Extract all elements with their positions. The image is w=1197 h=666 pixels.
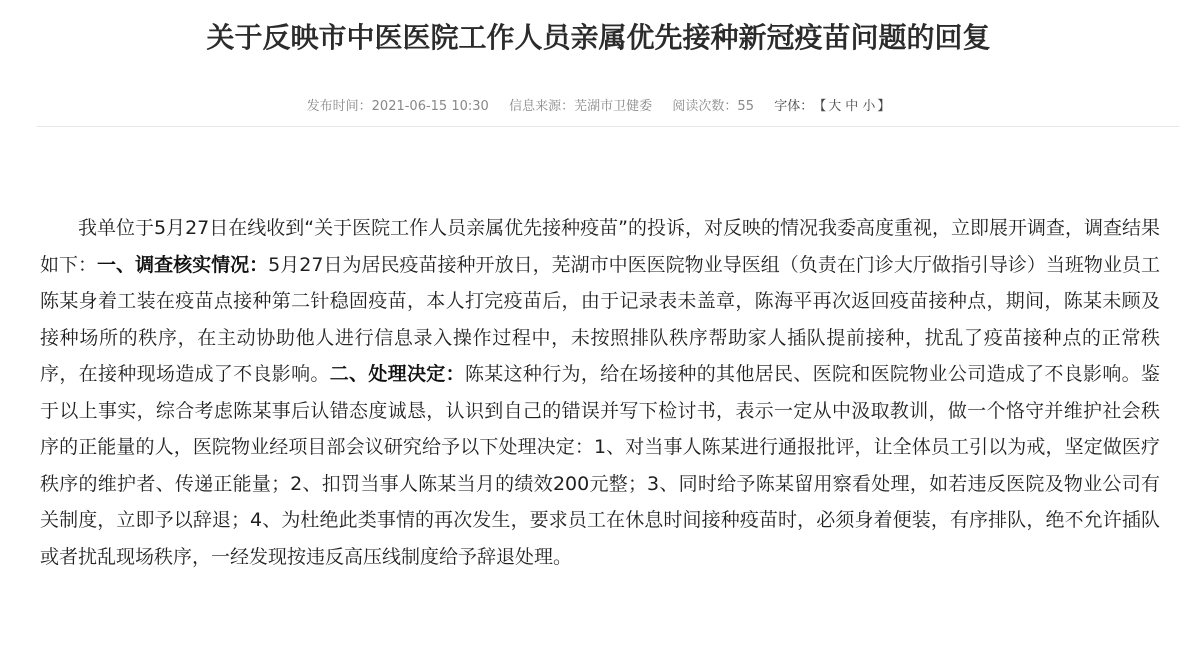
font-size-large-link[interactable]: 大 [828,99,842,114]
article-body [40,210,1160,575]
publish-time: 2021-06-15 10:30 [371,99,489,114]
page-title: 关于反映市中医医院工作人员亲属优先接种新冠疫苗问题的回复 [206,21,991,54]
section-heading-decision: 二、处理决定： [329,363,465,385]
font-size-label: 字体： [774,99,814,114]
section-heading-investigation: 一、调查核实情况： [97,253,269,276]
body-text-decision: 陈某这种行为，给在场接种的其他居民、医院和医院物业公司造成了不良影响。鉴于以上事实，综合考虑陈某事后认错态度诚恳，认识到自己的错误并写下检讨书，表示一定从中汲取教训，做一个恪守并维护社会秩序的正能量的人，医院物业经项目部会议研究给予以下处理决定：1、对当事人陈某进行通报批评，让全体员工引以为戒，坚定做医疗秩序的维护者、传递正能量；2、扣罚当事人陈某当月的绩效200元整；3、同时给予陈某留用察看处理，如若违反医院及物业公司有关制度，立即予以辞退；4、为杜绝此类事情的再次发生，要求员工在休息时间接种疫苗时，必须身着便装，有序排队，绝不允许插队或者扰乱现场秩序，一经发现按违反高压线制度给予辞退处理。 [40,363,1160,568]
body-text-investigation: 5月27日为居民疫苗接种开放日，芜湖市中医医院物业导医组（负责在门诊大厅做指引导诊）当班物业员工陈某身着工装在疫苗点接种第二针稳固疫苗，本人打完疫苗后，由于记录表未盖章，陈海平再次返回疫苗接种点，期间，陈某未顾及接种场所的秩序，在主动协助他人进行信息录入操作过程中，未按照排队秩序帮助家人插队提前接种，扰乱了疫苗接种点的正常秩序，在接种现场造成了不良影响。 [40,253,1160,385]
view-count: 55 [737,99,754,114]
font-size-small-link[interactable]: 小 [862,99,876,114]
publish-time-label: 发布时间： [306,99,372,114]
font-bracket-open: 【 [813,99,827,114]
font-bracket-close: 】 [877,99,891,114]
article-meta [0,97,1197,117]
body-text-intro: 我单位于5月27日在线收到“关于医院工作人员亲属优先接种疫苗”的投诉，对反映的情况我委高度重视，立即展开调查，调查结果如下： [40,217,1160,276]
font-size-control [774,97,890,117]
source-label: 信息来源： [509,99,575,114]
divider [37,126,1179,127]
source: 芜湖市卫健委 [574,99,653,114]
font-size-medium-link[interactable]: 中 [845,99,859,114]
body-paragraph [40,210,1160,575]
view-count-label: 阅读次数： [672,99,738,114]
